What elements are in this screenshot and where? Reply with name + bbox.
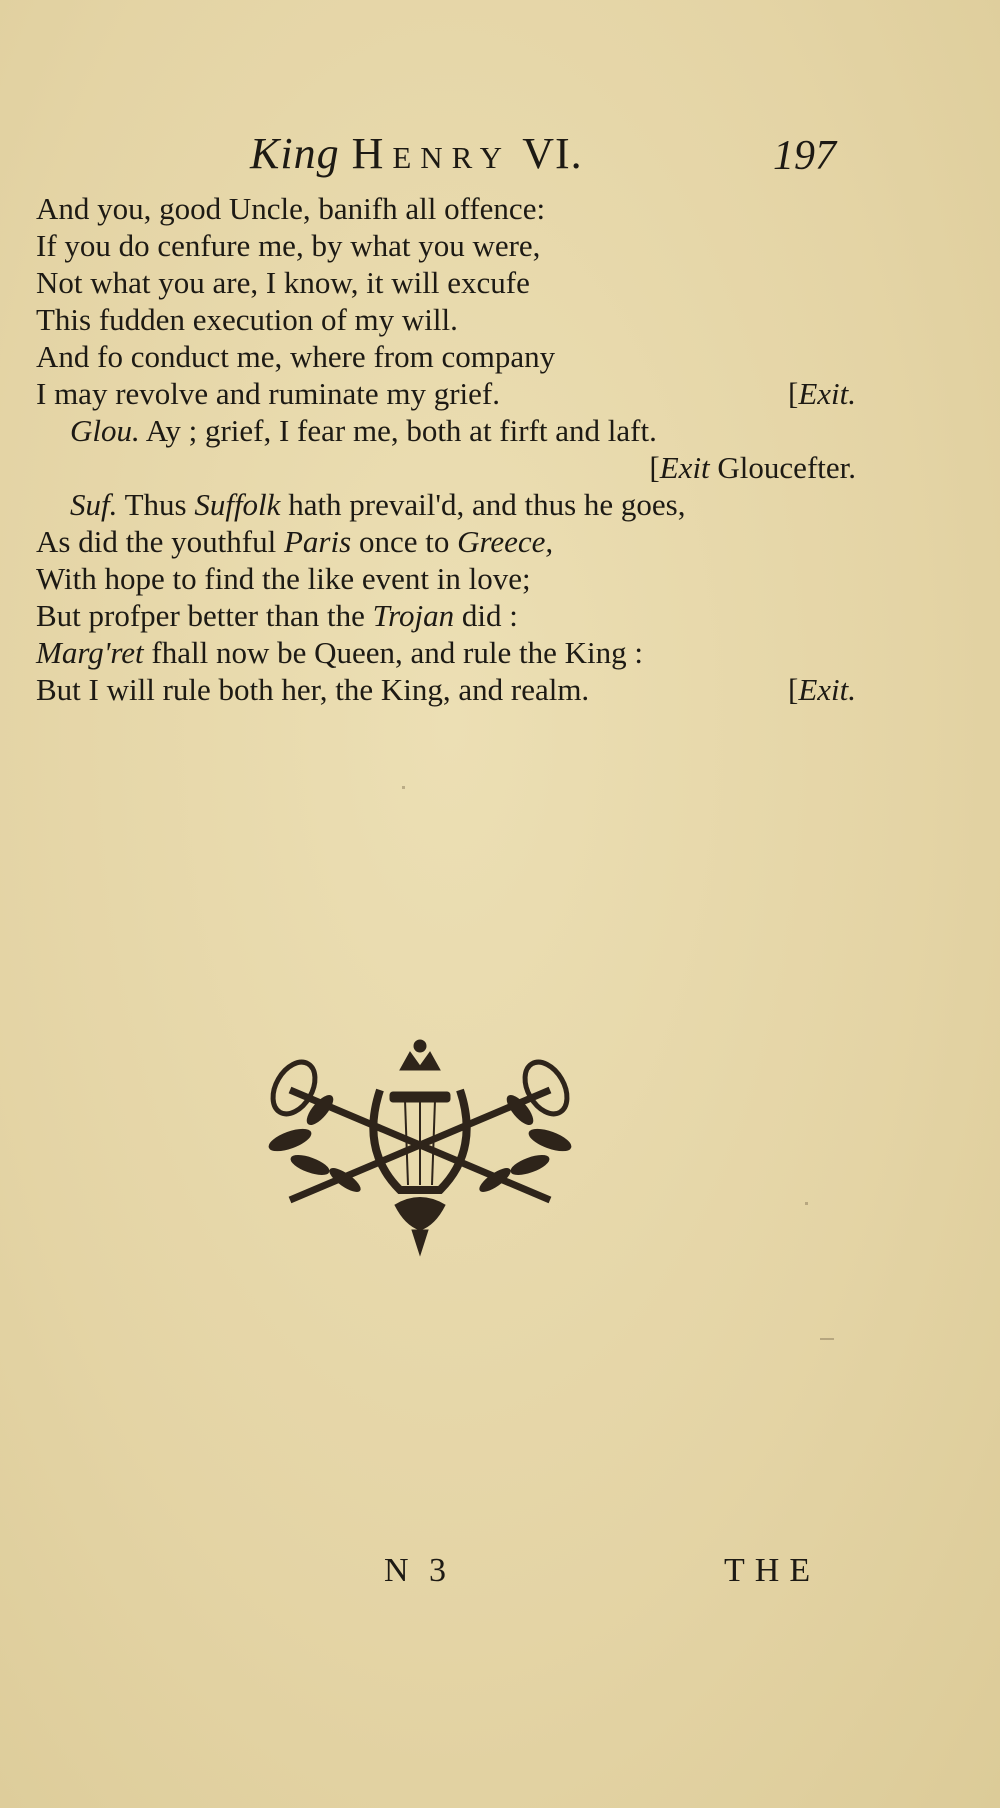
verse-line bbox=[36, 412, 856, 449]
proper-name: Greece, bbox=[457, 524, 554, 559]
verse-text: once to bbox=[351, 524, 458, 559]
paper-speck bbox=[402, 786, 405, 789]
play-text bbox=[36, 190, 856, 708]
verse-text: Thus bbox=[117, 487, 195, 522]
page-number: 197 bbox=[773, 133, 836, 179]
stage-word: Exit. bbox=[798, 376, 856, 411]
verse-text: But profper better than the bbox=[36, 598, 373, 633]
paper-speck bbox=[805, 1202, 808, 1205]
signature-mark: N 3 bbox=[384, 1552, 453, 1589]
running-title-caps: Henry bbox=[351, 129, 512, 178]
verse-text: fhall now be Queen, and rule the King : bbox=[143, 635, 643, 670]
stage-direction bbox=[649, 449, 856, 486]
verse-text: And you, good Uncle, banifh all offence: bbox=[36, 191, 546, 226]
verse-line bbox=[36, 301, 856, 338]
stage-bracket: [ bbox=[788, 672, 799, 707]
tailpiece-ornament-icon bbox=[250, 1030, 590, 1260]
verse-line bbox=[36, 671, 856, 708]
verse-line bbox=[36, 264, 856, 301]
stage-direction bbox=[788, 671, 856, 708]
verse-text: If you do cenfure me, by what you were, bbox=[36, 228, 541, 263]
verse-text: This fudden execution of my will. bbox=[36, 302, 458, 337]
verse-text: With hope to find the like event in love; bbox=[36, 561, 531, 596]
verse-text: hath prevail'd, and thus he goes, bbox=[280, 487, 686, 522]
verse-text: did : bbox=[454, 598, 518, 633]
page-footer bbox=[0, 1552, 1000, 1612]
stage-bracket: [ bbox=[788, 376, 799, 411]
speaker-prefix: Glou. bbox=[70, 413, 140, 448]
stage-name: Gloucefter. bbox=[709, 450, 856, 485]
verse-line bbox=[36, 486, 856, 523]
verse-text: Ay ; grief, I fear me, both at firft and laft. bbox=[139, 413, 657, 448]
verse-text: I may revolve and ruminate my grief. bbox=[36, 376, 500, 411]
paper-speck bbox=[820, 1338, 834, 1340]
running-title bbox=[250, 128, 583, 179]
stage-direction bbox=[788, 375, 856, 412]
running-head bbox=[0, 128, 1000, 188]
verse-line bbox=[36, 560, 856, 597]
stage-word: Exit bbox=[659, 450, 710, 485]
catchword: THE bbox=[724, 1552, 821, 1589]
proper-name: Suffolk bbox=[194, 487, 281, 522]
stage-word: Exit. bbox=[798, 672, 856, 707]
running-title-numeral: VI. bbox=[522, 129, 583, 178]
running-title-italic: King bbox=[250, 129, 340, 178]
speaker-prefix: Suf. bbox=[70, 487, 118, 522]
verse-line bbox=[36, 597, 856, 634]
verse-line bbox=[36, 190, 856, 227]
verse-line bbox=[36, 375, 856, 412]
proper-name: Trojan bbox=[372, 598, 455, 633]
verse-line bbox=[36, 338, 856, 375]
stage-direction-line bbox=[36, 449, 856, 486]
stage-bracket: [ bbox=[649, 450, 660, 485]
verse-text: But I will rule both her, the King, and realm. bbox=[36, 672, 590, 707]
verse-text: As did the youthful bbox=[36, 524, 284, 559]
verse-line bbox=[36, 227, 856, 264]
verse-text: Not what you are, I know, it will excufe bbox=[36, 265, 530, 300]
proper-name: Paris bbox=[284, 524, 352, 559]
verse-line bbox=[36, 523, 856, 560]
proper-name: Marg'ret bbox=[36, 635, 144, 670]
verse-text: And fo conduct me, where from company bbox=[36, 339, 556, 374]
verse-line bbox=[36, 634, 856, 671]
